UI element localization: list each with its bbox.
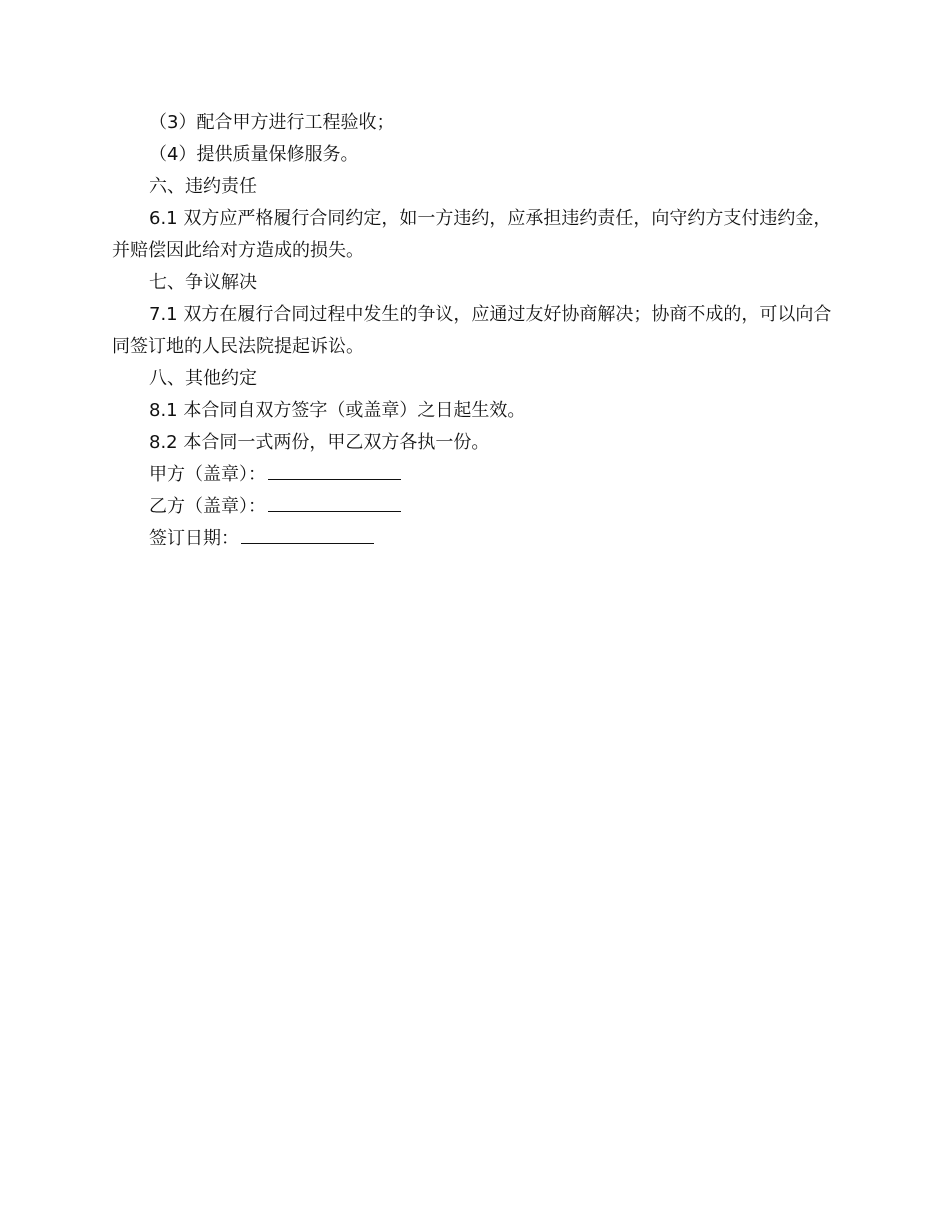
list-item-3: （3）配合甲方进行工程验收； (149, 112, 395, 133)
clause-8-1: 8.1 本合同自双方签字（或盖章）之日起生效。 (149, 400, 526, 421)
section-heading-breach: 六、违约责任 (149, 176, 257, 197)
clause-7-1: 7.1 双方在履行合同过程中发生的争议，应通过友好协商解决；协商不成的，可以向合同签订地的人民法院提起诉讼。 (112, 304, 832, 357)
clause-8-2: 8.2 本合同一式两份，甲乙双方各执一份。 (149, 432, 490, 453)
date-signature-line (112, 523, 838, 555)
party-a-blank (268, 459, 401, 480)
party-b-blank (268, 491, 401, 512)
date-label: 签订日期： (149, 528, 239, 549)
section-heading-other: 八、其他约定 (149, 368, 257, 389)
list-item-4: （4）提供质量保修服务。 (149, 144, 359, 165)
party-b-signature-line (112, 491, 838, 523)
party-a-signature-line (112, 459, 838, 491)
clause-6-1: 6.1 双方应严格履行合同约定，如一方违约，应承担违约责任，向守约方支付违约金，并赔偿因此给对方造成的损失。 (112, 208, 832, 261)
section-heading-dispute: 七、争议解决 (149, 272, 257, 293)
party-a-label: 甲方（盖章）： (149, 464, 266, 485)
party-b-label: 乙方（盖章）： (149, 496, 266, 517)
date-blank (241, 523, 374, 544)
document-body (112, 107, 838, 555)
